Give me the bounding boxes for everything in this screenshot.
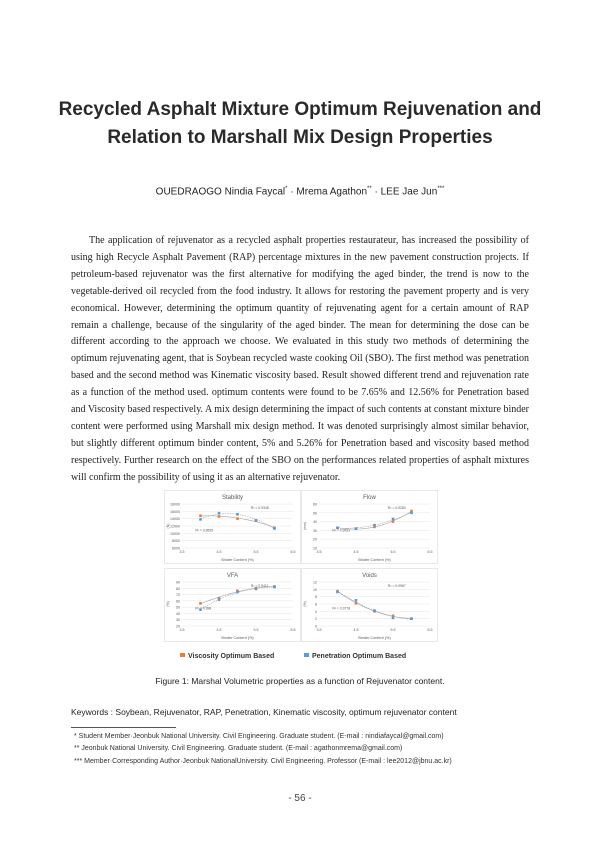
y-axis-label: (%) <box>303 601 307 607</box>
legend-label-penetration: Penetration Optimum Based <box>312 653 407 660</box>
author-mark: ** <box>367 186 372 192</box>
footnote-3: *** Member·Corresponding Author·Jeonbuk NationalUniversity. Civil Engineering. Professor (E-mail : lee2012@jbnu.ac.kr) <box>74 757 452 765</box>
data-point <box>392 520 395 523</box>
x-tick-label: 3.5 <box>316 628 322 632</box>
r2-annotation: R² = 0.9967 <box>387 584 406 588</box>
y-tick-label: 10 <box>313 546 317 551</box>
data-point <box>218 598 221 601</box>
y-tick-label: 6000 <box>172 546 180 551</box>
y-tick-label: 20 <box>313 537 317 542</box>
figure-caption: Figure 1: Marshal Volumetric properties as a function of Rejuvenator content. <box>155 676 445 686</box>
y-tick-label: 4 <box>315 609 317 614</box>
footnotes <box>74 731 452 768</box>
paper-title <box>40 96 560 152</box>
abstract: The application of rejuvenator as a recycled asphalt properties restaurateur, has increased the possibility of using high Recycle Asphalt Pavement (RAP) percentage mixtures in the new pavement construction projects. If petroleum-based rejuvenator was the first alternative for modifying the aged binder, the trend is now to the vegetable-derived oil recycled from the food industry. It allows for restoring the pavement property and is very economical. However, determining the optimum quantity of rejuvenating agent for a certain amount of RAP remain a challenge, because of the singularity of the aged binder. The mean for determining the dose can be different according to the approach we choose. We evaluated in this study two methods of determining the optimum rejuvenating agent, that is Soybean recycled waste cooking Oil (SBO). The first method was penetration based and the second method was Kinematic viscosity based. Result showed different trend and rejuvenation rate as a function of the method used. optimum contents were found to be 7.65% and 12.56% for Penetration based and Viscosity based respectively. A mix design determining the impact of such contents at constant mixture binder content were performed using Marshall mix design method. It was denoted surprisingly almost similar behavior, but slightly different optimum binder content, 5% and 5.26% for Penetration based and viscosity based method respectively. Further research on the effect of the SBO on the performances related properties of asphalt mixtures will confirm the possibility of using it as an alternative rejuvenator. <box>71 235 529 483</box>
y-tick-label: 30 <box>176 618 180 623</box>
author-list <box>0 186 600 197</box>
data-point <box>373 524 376 527</box>
y-tick-label: 0 <box>315 624 317 629</box>
x-tick-label: 5.5 <box>253 550 259 554</box>
data-point <box>236 517 239 520</box>
y-tick-label: 60 <box>313 502 317 507</box>
r2-annotation: R² = 0.9411 <box>250 584 269 588</box>
legend-label-viscosity: Viscosity Optimum Based <box>188 653 275 660</box>
y-tick-label: 10 <box>313 587 317 592</box>
x-axis-label: Binder Content (%) <box>221 636 254 640</box>
y-tick-label: 12 <box>313 580 317 585</box>
footnote-1: * Student Member·Jeonbuk National University. Civil Engineering. Graduate student. (E-mail : nindiafaycal@gmail.com) <box>74 733 444 740</box>
chart-flow <box>301 490 438 564</box>
x-axis-label: Binder Content (%) <box>358 636 391 640</box>
y-tick-label: 40 <box>176 611 180 616</box>
data-point <box>392 518 395 521</box>
page-number: - 56 - <box>288 793 312 804</box>
data-point <box>410 617 413 620</box>
r2-annotation: R² = 0.8505 <box>195 528 214 533</box>
r2-annotation: R² = 0.9283 <box>387 506 406 510</box>
y-axis-label: (N) <box>166 523 170 529</box>
y-tick-label: 8000 <box>172 539 180 544</box>
r2-annotation: R² = 0.998 <box>195 606 212 611</box>
chart-frame <box>165 569 301 642</box>
x-tick-label: 4.5 <box>353 550 359 554</box>
y-tick-label: 10000 <box>170 531 180 536</box>
y-tick-label: 60 <box>176 599 180 604</box>
chart-stability <box>164 490 301 564</box>
x-tick-label: 3.5 <box>179 550 185 554</box>
y-tick-label: 2 <box>315 617 317 622</box>
data-point <box>373 609 376 612</box>
chart-voids <box>301 568 438 642</box>
footnote-2: ** Jeonbuk National University. Civil Engineering. Graduate student. (E-mail : agathonmrema@gmail.com) <box>74 745 403 753</box>
x-tick-label: 3.5 <box>316 550 322 554</box>
r2-annotation: R² = 0.9778 <box>332 606 351 611</box>
data-point <box>236 591 239 594</box>
x-tick-label: 4.5 <box>216 628 222 632</box>
y-tick-label: 8 <box>315 595 317 600</box>
y-tick-label: 18000 <box>170 502 180 507</box>
x-tick-label: 3.5 <box>179 628 185 632</box>
x-tick-label: 6.5 <box>427 550 433 554</box>
title-line-2: Relation to Marshall Mix Design Properties <box>107 127 493 148</box>
data-point <box>336 591 339 594</box>
y-tick-label: 50 <box>313 511 317 516</box>
data-point <box>199 602 202 605</box>
author-mark: * <box>285 186 288 192</box>
y-tick-label: 50 <box>176 605 180 610</box>
data-point <box>273 586 276 589</box>
data-point <box>355 527 358 530</box>
data-point <box>392 617 395 620</box>
y-tick-label: 40 <box>313 520 317 525</box>
chart-frame <box>165 491 301 564</box>
chart-title: Voids <box>362 573 377 579</box>
y-axis-label: (mm) <box>303 521 307 531</box>
author-mark: *** <box>437 186 445 192</box>
data-point <box>255 519 258 522</box>
x-tick-label: 6.5 <box>290 628 296 632</box>
legend-swatch-penetration <box>304 653 309 657</box>
chart-title: Stability <box>221 495 244 501</box>
y-axis-label: (%) <box>166 601 170 607</box>
y-tick-label: 90 <box>176 580 180 585</box>
title-line-1: Recycled Asphalt Mixture Optimum Rejuvenation and <box>58 99 542 120</box>
author-name: LEE Jae Jun <box>380 186 438 198</box>
chart-frame <box>302 569 438 642</box>
author-name: OUEDRAOGO Nindia Faycal <box>155 186 286 198</box>
x-tick-label: 5.5 <box>390 550 396 554</box>
author-name: Mrema Agathon <box>296 186 368 198</box>
x-tick-label: 5.5 <box>253 628 259 632</box>
chart-frame <box>302 491 438 564</box>
data-point <box>218 515 221 518</box>
data-point <box>236 513 239 516</box>
y-tick-label: 20 <box>176 624 180 629</box>
figure-1 <box>164 490 438 666</box>
data-point <box>410 512 413 515</box>
x-axis-label: Binder Content (%) <box>221 558 254 562</box>
chart-legend <box>164 648 438 662</box>
chart-vfa <box>164 568 301 642</box>
data-point <box>255 588 258 591</box>
x-tick-label: 4.5 <box>353 628 359 632</box>
y-tick-label: 30 <box>313 528 317 533</box>
r2-annotation: R² = 0.9348 <box>250 506 269 510</box>
data-point <box>199 514 202 517</box>
y-tick-label: 6 <box>315 602 317 607</box>
x-tick-label: 5.5 <box>390 628 396 632</box>
x-axis-label: Binder Content (%) <box>358 558 391 562</box>
data-point <box>355 602 358 605</box>
x-tick-label: 4.5 <box>216 550 222 554</box>
y-tick-label: 12000 <box>170 524 180 529</box>
y-tick-label: 80 <box>176 586 180 591</box>
y-tick-label: 14000 <box>170 517 180 522</box>
y-tick-label: 70 <box>176 593 180 598</box>
data-point <box>355 599 358 602</box>
x-tick-label: 6.5 <box>427 628 433 632</box>
x-tick-label: 6.5 <box>290 550 296 554</box>
data-point <box>273 527 276 530</box>
data-point <box>199 518 202 521</box>
data-point <box>218 512 221 515</box>
y-tick-label: 16000 <box>170 509 180 514</box>
author-separator: · <box>290 186 294 198</box>
legend-swatch-viscosity <box>180 653 185 657</box>
r2-annotation: R² = 0.9931 <box>332 528 351 533</box>
author-separator: · <box>374 186 378 198</box>
keywords: Keywords : Soybean, Rejuvenator, RAP, Penetration, Kinematic viscosity, optimum rejuvenator content <box>71 707 457 717</box>
chart-title: VFA <box>226 573 239 579</box>
chart-title: Flow <box>363 495 376 501</box>
footnote-divider <box>71 727 176 728</box>
